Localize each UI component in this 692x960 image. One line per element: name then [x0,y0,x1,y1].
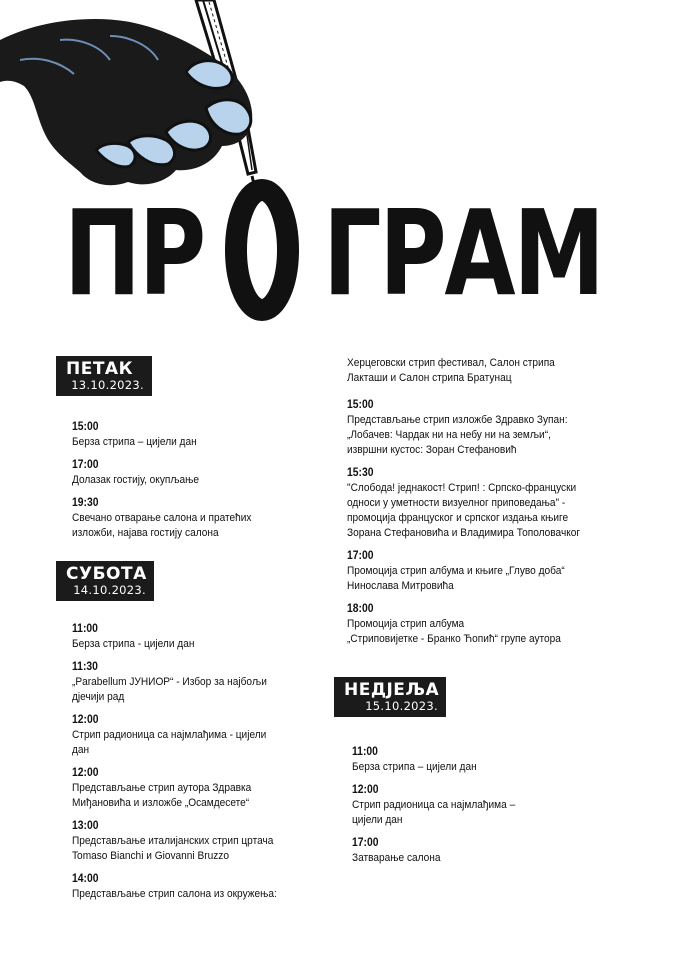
title-part-1: ПР [64,184,204,322]
list-item [347,398,637,458]
events-saturday-continued [347,398,637,655]
event-text: "Слобода! једнакост! Стрип! : Српско-француски односи у уметности визуелног приповедања" - промоција француског и српског издања књиге Зорана Стефановића и Владимира Тополовачког [347,482,581,539]
event-text: Берза стрипа – цијели дан [352,761,477,773]
event-time: 12:00 [72,767,99,779]
day-banner-friday [56,356,152,396]
event-time: 11:30 [72,661,98,673]
event-text: Представљање стрип изложбе Здравко Зупан: „Лобачев: Чардак ни на небу ни на земљи“, извршни кустос: Зоран Стефановић [347,414,568,456]
list-item [347,466,637,541]
event-time: 13:00 [72,820,99,832]
event-time: 18:00 [347,603,374,615]
list-item [72,766,322,811]
event-time: 17:00 [347,550,374,562]
list-item [352,783,602,828]
event-time: 15:30 [347,467,374,479]
list-item [72,420,322,450]
list-item [347,549,637,594]
events-sunday [352,745,602,874]
event-text: Промоција стрип албума и књиге „Глуво доба“ Нинослава Митровића [347,565,565,592]
event-time: 17:00 [352,837,379,849]
list-item [72,496,322,541]
day-date: 13.10.2023. [71,378,144,392]
events-saturday [72,622,322,910]
day-banner-sunday [334,677,446,717]
event-time: 11:00 [72,623,98,635]
list-item [352,745,602,775]
event-text: Затварање салона [352,852,441,864]
event-time: 11:00 [352,746,378,758]
list-item [72,713,322,758]
page-title [64,184,624,322]
day-name: НЕДЈЕЉА [344,680,440,700]
event-text: Представљање стрип аутора Здравка Миђановића и изложбе „Осамдесете“ [72,782,252,809]
list-item [72,458,322,488]
event-text: Берза стрипа – цијели дан [72,436,197,448]
day-name: СУБОТА [66,564,147,584]
event-text: Стрип радионица са најмлађима – цијели дан [352,799,516,826]
day-date: 14.10.2023. [73,583,146,597]
list-item [72,622,322,652]
event-text: Промоција стрип албума „Стриповијетке - Бранко Ћопић“ групе аутора [347,618,561,645]
event-time: 15:00 [347,399,374,411]
event-time: 12:00 [352,784,379,796]
day-date: 15.10.2023. [365,699,438,713]
list-item [72,819,322,864]
event-text: Долазак гостију, окупљање [72,474,200,486]
event-time: 17:00 [72,459,99,471]
list-item [72,872,322,902]
event-text: Стрип радионица са најмлађима - цијели дан [72,729,267,756]
event-time: 19:30 [72,497,99,509]
event-text: Представљање стрип салона из окружења: [72,888,277,900]
day-name: ПЕТАК [66,359,133,379]
event-text: Представљање италијанских стрип цртача Tomaso Bianchi и Giovanni Bruzzo [72,835,274,862]
day-banner-saturday [56,561,154,601]
event-text: „Parabellum ЈУНИОР“ - Избор за најбољи дјечији рад [72,676,267,703]
event-time: 15:00 [72,421,99,433]
event-time: 14:00 [72,873,99,885]
list-item [352,836,602,866]
event-text-continuation: Херцеговски стрип фестивал, Салон стрипа Лакташи и Салон стрипа Братунац [347,357,555,384]
event-text: Свечано отварање салона и пратећих изложби, најава гостију салона [72,512,252,539]
list-item [72,660,322,705]
list-item [347,602,637,647]
event-text: Берза стрипа - цијели дан [72,638,195,650]
event-time: 12:00 [72,714,99,726]
title-part-2: ГРАМ [323,184,603,322]
events-friday [72,420,322,549]
